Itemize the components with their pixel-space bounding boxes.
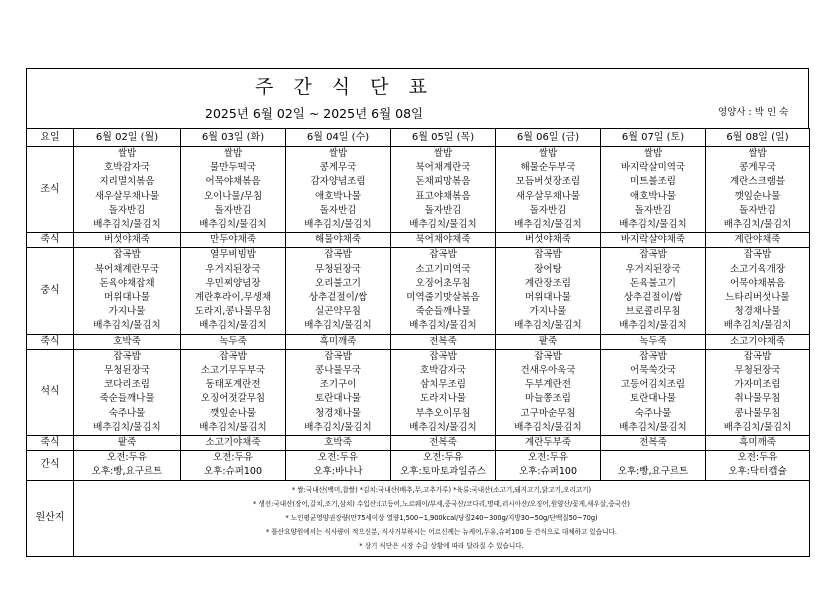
menu-item: 배추김치/물김치 bbox=[514, 219, 582, 231]
menu-item: 미역줄기맛살볶음 bbox=[406, 292, 480, 304]
menu-item: 잡곡밥 bbox=[324, 249, 352, 261]
menu-item: 숙주나물 bbox=[108, 407, 146, 419]
menu-item: 배추김치/물김치 bbox=[409, 219, 477, 231]
menu-item: 상추겉절이/쌈 bbox=[623, 292, 683, 304]
menu-item: 해물순두부국 bbox=[520, 162, 576, 174]
menu-item: 배추김치/물김치 bbox=[619, 320, 687, 332]
menu-item: 소고기무두부국 bbox=[200, 365, 266, 377]
menu-item: 쌀밥 bbox=[223, 148, 243, 159]
menu-item: 감자양념조림 bbox=[310, 176, 366, 188]
menu-item: 배추김치/물김치 bbox=[723, 421, 792, 433]
breakfast-cell bbox=[496, 147, 601, 233]
menu-item: 돌자반김 bbox=[634, 204, 672, 216]
menu-item: 콩나물무침 bbox=[734, 407, 781, 419]
snack-item: 오후:바나나 bbox=[313, 466, 363, 478]
day-header: 6월 04일 (수) bbox=[286, 129, 391, 147]
menu-item: 돌자반김 bbox=[424, 204, 462, 216]
porridge-cell: 소고기야채죽 bbox=[181, 436, 286, 451]
breakfast-cell bbox=[601, 147, 706, 233]
menu-period: 2025년 6월 02일 ~ 2025년 6월 08일 bbox=[205, 106, 424, 121]
lunch-cell bbox=[74, 248, 181, 334]
menu-item: 애호박나물 bbox=[630, 190, 676, 202]
lunch-cell bbox=[181, 248, 286, 334]
lunch-cell bbox=[496, 248, 601, 334]
menu-item: 미트볼조림 bbox=[630, 176, 676, 188]
menu-item: 브로콜리무침 bbox=[625, 306, 681, 318]
menu-item: 숙주나물 bbox=[634, 407, 672, 419]
snack-item: 오전:두유 bbox=[318, 452, 358, 464]
menu-item: 잡곡밥 bbox=[219, 350, 247, 362]
dinner-cell bbox=[496, 349, 601, 435]
menu-item: 토란대나물 bbox=[315, 393, 361, 405]
dinner-cell bbox=[286, 349, 391, 435]
porridge-cell: 버섯야채죽 bbox=[74, 233, 181, 248]
porridge-cell: 계란야채죽 bbox=[706, 233, 810, 248]
snack-cell bbox=[74, 451, 181, 480]
porridge-cell: 북어채야채죽 bbox=[391, 233, 496, 248]
menu-item: 배추김치/물김치 bbox=[409, 320, 477, 332]
snack-item bbox=[601, 451, 705, 465]
porridge-cell: 흑미깨죽 bbox=[286, 334, 391, 349]
menu-item: 가지나물 bbox=[108, 306, 146, 318]
menu-item: 고등어김치조림 bbox=[620, 379, 686, 391]
menu-item: 배추김치/물김치 bbox=[199, 421, 267, 433]
menu-item: 깻잎순나물 bbox=[210, 407, 256, 419]
day-header: 6월 08일 (일) bbox=[706, 129, 810, 147]
origin-notes bbox=[74, 480, 810, 556]
lunch-cell bbox=[391, 248, 496, 334]
header-label: 요일 bbox=[27, 129, 74, 147]
snack-item: 오후:슈퍼100 bbox=[203, 466, 263, 478]
menu-item: 돌자반김 bbox=[739, 204, 776, 216]
menu-item: 쌀밥 bbox=[433, 148, 453, 159]
lunch-cell bbox=[286, 248, 391, 334]
menu-item: 조기구이 bbox=[319, 379, 357, 391]
menu-item: 부추오이무침 bbox=[415, 407, 471, 419]
snack-cell bbox=[286, 451, 391, 480]
menu-item: 소고기미역국 bbox=[415, 263, 471, 275]
porridge-cell: 바지락살야채죽 bbox=[601, 233, 706, 248]
menu-item: 배추김치/물김치 bbox=[619, 219, 687, 231]
menu-item: 실곤약무침 bbox=[315, 306, 361, 318]
origin-note: * 상기 식단은 시장 수급 상황에 따라 달라질 수 있습니다. bbox=[359, 542, 524, 551]
menu-item: 북어채계란무국 bbox=[94, 263, 160, 275]
menu-item: 상추겉절이/쌈 bbox=[308, 292, 368, 304]
menu-item: 잡곡밥 bbox=[429, 350, 457, 362]
porridge-cell: 전복죽 bbox=[601, 436, 706, 451]
menu-item: 머위대나물 bbox=[104, 292, 150, 304]
menu-item: 콩나물무국 bbox=[315, 365, 361, 377]
menu-item: 배추김치/물김치 bbox=[304, 219, 372, 231]
menu-item: 머위대나물 bbox=[525, 292, 571, 304]
menu-item: 돌자반김 bbox=[108, 204, 146, 216]
snack-cell bbox=[601, 451, 706, 480]
weekly-menu-table bbox=[26, 128, 810, 557]
header-row bbox=[27, 129, 810, 147]
porridge-cell: 호박죽 bbox=[74, 334, 181, 349]
origin-note: * 틀산요양원에서는 식사량이 적으신분, 식사거부하시는 어르신께는 뉴케어,두유,슈퍼100 등 간식으로 대체하고 있습니다. bbox=[266, 528, 617, 537]
porridge-cell: 팥죽 bbox=[496, 334, 601, 349]
snack-item: 오전:두유 bbox=[737, 452, 778, 464]
dinner-label: 석식 bbox=[27, 349, 74, 435]
dinner-cell bbox=[181, 349, 286, 435]
snack-item: 오후:슈퍼100 bbox=[518, 466, 578, 478]
menu-item: 어묵쑥갓국 bbox=[630, 365, 676, 377]
dinner-porridge-row bbox=[27, 436, 810, 451]
dinner-cell bbox=[74, 349, 181, 435]
menu-item: 배추김치/물김치 bbox=[304, 421, 372, 433]
snack-item: 오후:닥터캡슐 bbox=[728, 466, 787, 478]
menu-item: 청경채나물 bbox=[315, 407, 361, 419]
porridge-cell: 흑미깨죽 bbox=[706, 436, 810, 451]
menu-item: 배추김치/물김치 bbox=[93, 421, 161, 433]
day-header: 6월 02일 (월) bbox=[74, 129, 181, 147]
menu-item: 오이나물/무침 bbox=[203, 190, 263, 202]
breakfast-cell bbox=[181, 147, 286, 233]
origin-note: * 생선:국내산(장어,갈치,조기,삼치) 수입산:(고등어,노르웨이/부세,중국산/코다리,명태,러시아산/오징어,원양산/꽃게,새우살,중국산) bbox=[253, 499, 630, 508]
menu-item: 지리멸치볶음 bbox=[99, 176, 155, 188]
menu-item: 물만두떡국 bbox=[210, 162, 256, 174]
menu-item: 돌자반김 bbox=[529, 204, 567, 216]
menu-item: 잡곡밥 bbox=[324, 350, 352, 362]
snack-cell bbox=[496, 451, 601, 480]
snack-row bbox=[27, 451, 810, 480]
snack-item: 오후:토마토과일쥬스 bbox=[400, 466, 486, 478]
menu-item: 잡곡밥 bbox=[743, 249, 772, 261]
menu-item: 오징어젓갈무침 bbox=[200, 393, 266, 405]
dinner-cell bbox=[706, 349, 810, 435]
menu-item: 깻잎순나물 bbox=[734, 190, 781, 202]
menu-item: 계란후라이,무생채 bbox=[194, 292, 272, 304]
day-header: 6월 07일 (토) bbox=[601, 129, 706, 147]
menu-item: 배추김치/물김치 bbox=[723, 219, 792, 231]
menu-item: 어묵야채볶음 bbox=[205, 176, 261, 188]
menu-item: 표고야채볶음 bbox=[415, 190, 471, 202]
menu-item: 마늘쫑조림 bbox=[525, 393, 571, 405]
snack-item: 오후:빵,요구르트 bbox=[91, 466, 163, 478]
menu-item: 호박감자국 bbox=[104, 162, 150, 174]
day-header: 6월 03일 (화) bbox=[181, 129, 286, 147]
menu-item: 콩게무국 bbox=[319, 162, 357, 174]
porridge-cell: 전복죽 bbox=[391, 436, 496, 451]
menu-item: 취나물무침 bbox=[734, 393, 781, 405]
menu-item: 토란대나물 bbox=[630, 393, 676, 405]
menu-item: 장어탕 bbox=[534, 263, 562, 275]
porridge-cell: 녹두죽 bbox=[601, 334, 706, 349]
origin-row bbox=[27, 480, 810, 556]
menu-item: 바지락살미역국 bbox=[620, 162, 686, 174]
breakfast-porridge-row bbox=[27, 233, 810, 248]
snack-item: 오전:두유 bbox=[213, 452, 253, 464]
menu-item: 우거지된장국 bbox=[205, 263, 261, 275]
lunch-label: 중식 bbox=[27, 248, 74, 334]
porridge-cell: 녹두죽 bbox=[181, 334, 286, 349]
menu-item: 배추김치/물김치 bbox=[199, 219, 267, 231]
menu-item: 오리불고기 bbox=[315, 277, 361, 289]
snack-item: 오전:두유 bbox=[107, 452, 147, 464]
menu-item: 돌자반김 bbox=[319, 204, 357, 216]
menu-item: 잡곡밥 bbox=[534, 350, 562, 362]
porridge-cell: 소고기야채죽 bbox=[706, 334, 810, 349]
porridge-cell: 계란두부죽 bbox=[496, 436, 601, 451]
menu-item: 가자미조림 bbox=[734, 379, 781, 391]
breakfast-cell bbox=[286, 147, 391, 233]
menu-item: 북어채계란국 bbox=[415, 162, 471, 174]
menu-item: 모듬버섯장조림 bbox=[515, 176, 581, 188]
menu-item: 돌자반김 bbox=[214, 204, 252, 216]
menu-item: 새우살무채나물 bbox=[515, 190, 581, 202]
snack-item: 오전:두유 bbox=[528, 452, 568, 464]
snack-cell bbox=[181, 451, 286, 480]
origin-note: * 노인평균영양권장량(만75세이상 열량1,500~1,900kcal/당질240~300g/지방30~50g/단백질50~70g) bbox=[285, 514, 598, 523]
snack-cell bbox=[706, 451, 810, 480]
lunch-porridge-row bbox=[27, 334, 810, 349]
menu-item: 죽순들깨나물 bbox=[99, 393, 155, 405]
menu-item: 잡곡밥 bbox=[113, 350, 141, 362]
menu-item: 애호박나물 bbox=[315, 190, 361, 202]
nutritionist-name: 영양사 : 박 인 숙 bbox=[718, 107, 789, 118]
breakfast-cell bbox=[706, 147, 810, 233]
breakfast-cell bbox=[74, 147, 181, 233]
menu-item: 배추김치/물김치 bbox=[514, 421, 582, 433]
menu-item: 우거지된장국 bbox=[625, 263, 681, 275]
porridge-cell: 호박죽 bbox=[286, 436, 391, 451]
menu-item: 무청된장국 bbox=[104, 365, 150, 377]
menu-item: 배추김치/물김치 bbox=[304, 320, 372, 332]
menu-item: 동태포계란전 bbox=[205, 379, 261, 391]
menu-item: 새우살무채나물 bbox=[94, 190, 160, 202]
snack-item: 오전:두유 bbox=[423, 452, 463, 464]
menu-item: 호박감자국 bbox=[420, 365, 466, 377]
menu-item: 콩게무국 bbox=[739, 162, 776, 174]
day-header: 6월 05일 (목) bbox=[391, 129, 496, 147]
menu-item: 오징어초무침 bbox=[415, 277, 471, 289]
origin-label: 원산지 bbox=[27, 480, 74, 556]
menu-item: 우민찌양념장 bbox=[205, 277, 261, 289]
day-header: 6월 06일 (금) bbox=[496, 129, 601, 147]
menu-item: 무청된장국 bbox=[315, 263, 361, 275]
menu-item: 어묵야채볶음 bbox=[729, 277, 786, 289]
menu-item: 청경채나물 bbox=[734, 306, 781, 318]
menu-item: 계란장조림 bbox=[525, 277, 571, 289]
menu-item: 배추김치/물김치 bbox=[619, 421, 687, 433]
lunch-cell bbox=[706, 248, 810, 334]
menu-item: 죽순들깨나물 bbox=[415, 306, 471, 318]
porridge-cell: 만두야채죽 bbox=[181, 233, 286, 248]
menu-item: 두부계란전 bbox=[525, 379, 571, 391]
menu-item: 쌀밥 bbox=[643, 148, 663, 159]
dinner-row bbox=[27, 349, 810, 435]
menu-item: 잡곡밥 bbox=[743, 350, 772, 362]
breakfast-cell bbox=[391, 147, 496, 233]
menu-item: 도라지나물 bbox=[420, 393, 466, 405]
breakfast-porridge-label: 죽식 bbox=[27, 233, 74, 248]
menu-item: 배추김치/물김치 bbox=[409, 421, 477, 433]
lunch-row bbox=[27, 248, 810, 334]
snack-label: 간식 bbox=[27, 451, 74, 480]
menu-item: 배추김치/물김치 bbox=[723, 320, 792, 332]
porridge-cell: 버섯야채죽 bbox=[496, 233, 601, 248]
menu-item: 삼치무조림 bbox=[420, 379, 466, 391]
menu-item: 열무비빔밥 bbox=[210, 249, 256, 261]
breakfast-label: 조식 bbox=[27, 147, 74, 233]
dinner-cell bbox=[391, 349, 496, 435]
menu-item: 배추김치/물김치 bbox=[93, 219, 161, 231]
origin-note: * 쌀:국내산(백미,찹쌀) *김치:국내산(배추,무,고추가루) *육류:국내산(소고기,돼지고기,닭고기,오리고기) bbox=[291, 485, 592, 494]
menu-item: 쌀밥 bbox=[748, 148, 767, 159]
menu-item: 잡곡밥 bbox=[113, 249, 141, 261]
porridge-cell: 팥죽 bbox=[74, 436, 181, 451]
dinner-cell bbox=[601, 349, 706, 435]
lunch-porridge-label: 죽식 bbox=[27, 334, 74, 349]
porridge-cell: 해물야채죽 bbox=[286, 233, 391, 248]
menu-item: 잡곡밥 bbox=[639, 249, 667, 261]
menu-item: 배추김치/물김치 bbox=[93, 320, 161, 332]
menu-item: 느타리버섯나물 bbox=[725, 292, 790, 304]
menu-item: 돈육야채잡채 bbox=[99, 277, 155, 289]
menu-item: 잡곡밥 bbox=[639, 350, 667, 362]
menu-item: 건새우아욱국 bbox=[520, 365, 576, 377]
menu-item: 돈채피망볶음 bbox=[415, 176, 471, 188]
menu-item: 무청된장국 bbox=[734, 365, 781, 377]
menu-item: 가지나물 bbox=[529, 306, 567, 318]
menu-item: 코다리조림 bbox=[104, 379, 150, 391]
page-title: 주 간 식 단 표 bbox=[255, 76, 434, 98]
menu-item: 쌀밥 bbox=[538, 148, 558, 159]
menu-item: 소고기육개장 bbox=[729, 263, 786, 275]
menu-item: 잡곡밥 bbox=[429, 249, 457, 261]
breakfast-row bbox=[27, 147, 810, 233]
menu-item: 도라지,콩나물무침 bbox=[194, 306, 272, 318]
menu-item: 배추김치/물김치 bbox=[199, 320, 267, 332]
menu-item: 쌀밥 bbox=[328, 148, 348, 159]
snack-cell bbox=[391, 451, 496, 480]
menu-item: 고구마순무침 bbox=[520, 407, 576, 419]
porridge-cell: 전복죽 bbox=[391, 334, 496, 349]
menu-item: 계란스크램블 bbox=[729, 176, 786, 188]
menu-item: 돈육불고기 bbox=[630, 277, 676, 289]
dinner-porridge-label: 죽식 bbox=[27, 436, 74, 451]
menu-item: 쌀밥 bbox=[117, 148, 137, 159]
menu-item: 잡곡밥 bbox=[534, 249, 562, 261]
lunch-cell bbox=[601, 248, 706, 334]
snack-item: 오후:빵,요구르트 bbox=[617, 466, 689, 478]
menu-item: 배추김치/물김치 bbox=[514, 320, 582, 332]
